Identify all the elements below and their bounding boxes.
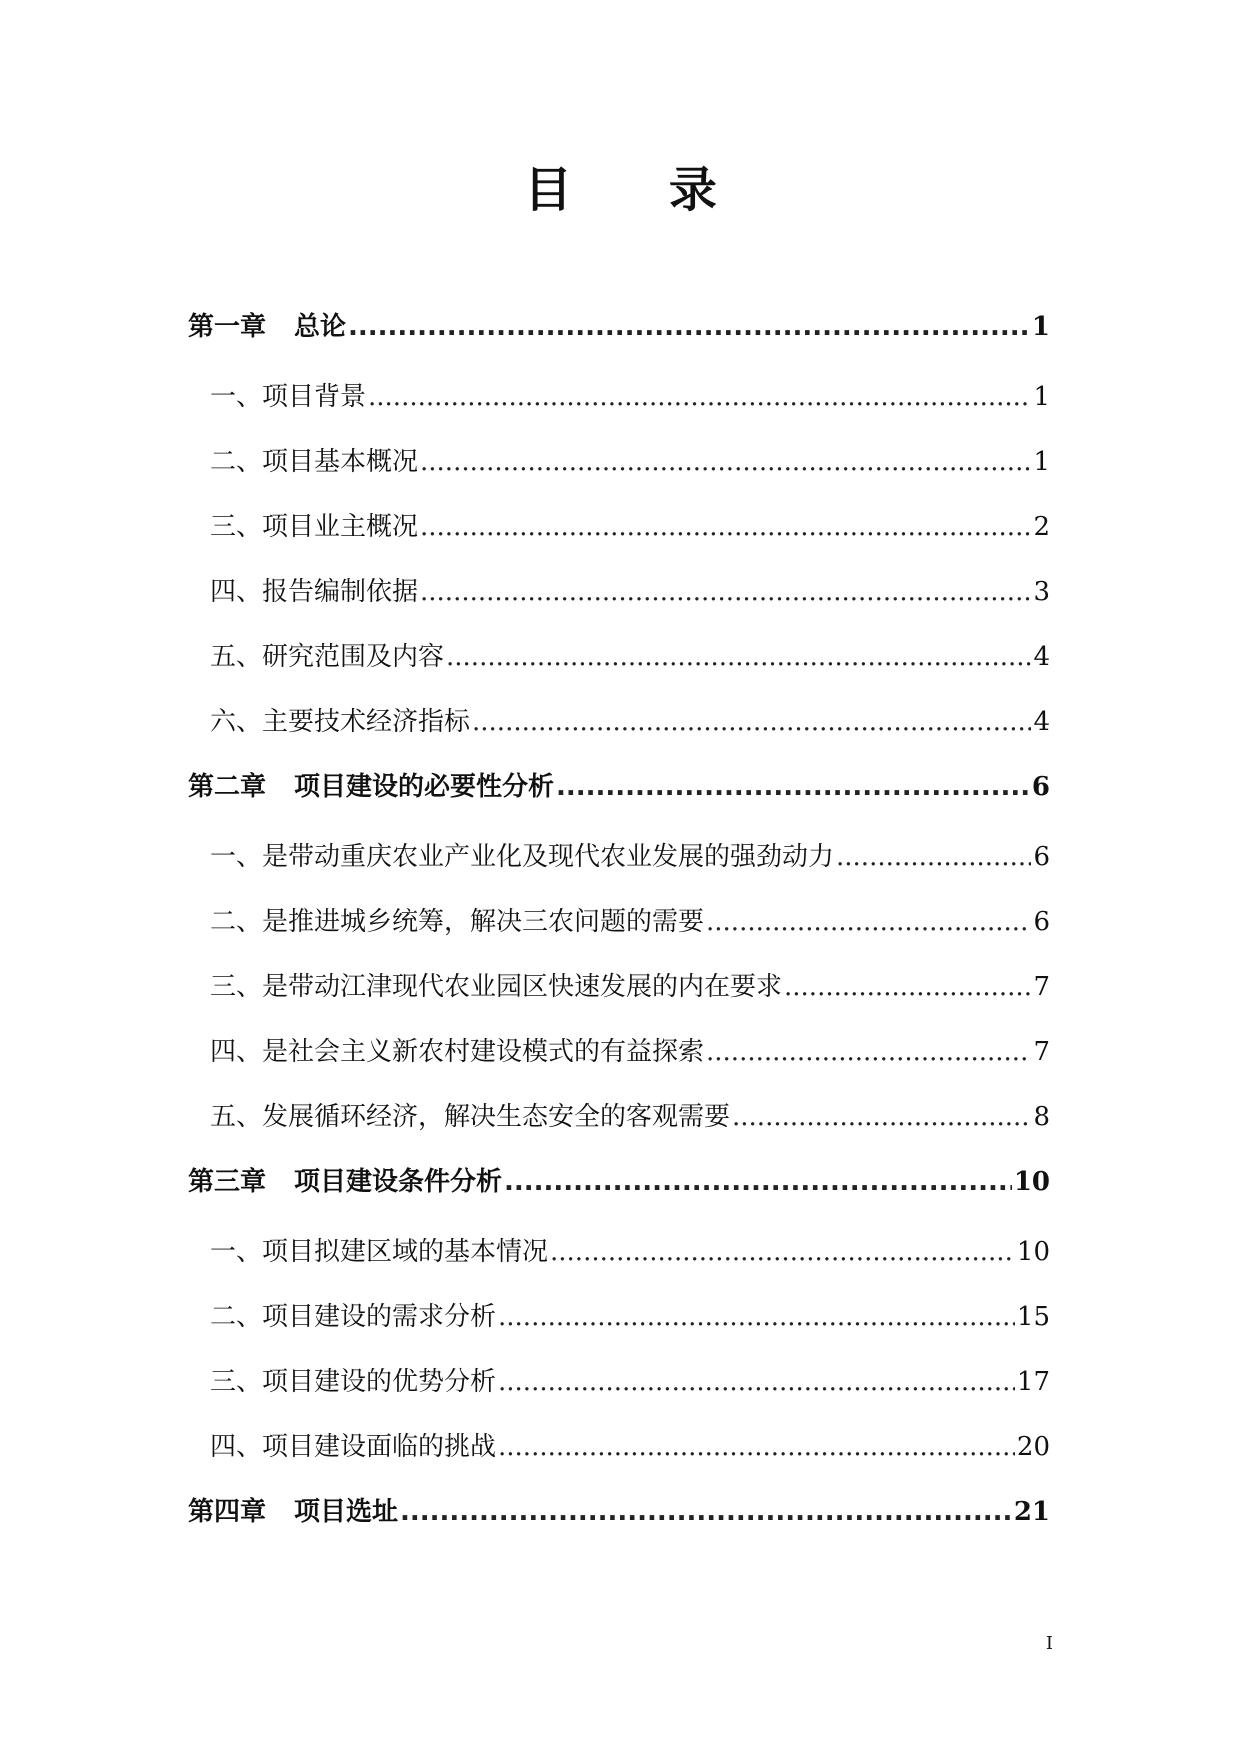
toc-section-entry[interactable]: [188, 504, 1050, 569]
toc-page-number: 21: [1013, 1497, 1050, 1527]
toc-entry-label: 五、发展循环经济，解决生态安全的客观需要: [210, 1102, 731, 1132]
dot-leader: [706, 1029, 1031, 1075]
toc-entry-label: 六、主要技术经济指标: [210, 707, 471, 737]
toc-page-number: 10: [1016, 1237, 1050, 1267]
toc-chapter-entry[interactable]: [188, 1159, 1050, 1229]
chapter-title: 项目建设条件分析: [294, 1167, 503, 1197]
toc-section-entry[interactable]: [188, 1424, 1050, 1489]
chapter-title: 总论: [294, 312, 347, 342]
toc-section-entry[interactable]: [188, 439, 1050, 504]
toc-entry-label: [188, 304, 346, 350]
dot-leader: [498, 1424, 1015, 1470]
toc-section-entry[interactable]: [188, 699, 1050, 764]
toc-section-entry[interactable]: [188, 899, 1050, 964]
toc-entry-label: [188, 1489, 398, 1535]
toc-entry-label: 二、项目基本概况: [210, 447, 419, 477]
dot-leader: [504, 1159, 1012, 1205]
toc-chapter-entry[interactable]: [188, 764, 1050, 834]
dot-leader: [836, 834, 1031, 880]
toc-section-entry[interactable]: [188, 1229, 1050, 1294]
toc-page-number: 4: [1033, 707, 1050, 737]
toc-page-number: 6: [1033, 907, 1050, 937]
dot-leader: [732, 1094, 1031, 1140]
dot-leader: [368, 374, 1031, 420]
toc-section-entry[interactable]: [188, 1094, 1050, 1159]
dot-leader: [400, 1489, 1012, 1535]
chapter-number: 第三章: [188, 1167, 267, 1197]
toc-section-entry[interactable]: [188, 1294, 1050, 1359]
toc-page-number: 4: [1033, 642, 1050, 672]
dot-leader: [420, 504, 1031, 550]
toc-entry-label: 一、是带动重庆农业产业化及现代农业发展的强劲动力: [210, 842, 835, 872]
toc-section-entry[interactable]: [188, 1029, 1050, 1094]
toc-page-number: 1: [1033, 382, 1050, 412]
chapter-title: 项目选址: [294, 1497, 399, 1527]
toc-entry-label: 三、是带动江津现代农业园区快速发展的内在要求: [210, 972, 783, 1002]
toc-entry-label: 一、项目背景: [210, 382, 367, 412]
toc-page-number: 20: [1016, 1432, 1050, 1462]
toc-entry-label: 二、是推进城乡统筹，解决三农问题的需要: [210, 907, 705, 937]
toc-entry-label: [188, 1159, 502, 1205]
dot-leader: [550, 1229, 1015, 1275]
dot-leader: [784, 964, 1031, 1010]
toc-chapter-entry[interactable]: [188, 304, 1050, 374]
toc-entry-label: 四、是社会主义新农村建设模式的有益探索: [210, 1037, 705, 1067]
dot-leader: [706, 899, 1031, 945]
chapter-number: 第四章: [188, 1497, 267, 1527]
toc-page-number: 6: [1033, 842, 1050, 872]
toc-section-entry[interactable]: [188, 569, 1050, 634]
toc-entry-label: 三、项目建设的优势分析: [210, 1367, 497, 1397]
toc-entry-label: 四、项目建设面临的挑战: [210, 1432, 497, 1462]
toc-page-number: 1: [1033, 447, 1050, 477]
toc-page-number: 1: [1031, 312, 1050, 342]
dot-leader: [556, 764, 1030, 810]
dot-leader: [420, 569, 1031, 615]
toc-section-entry[interactable]: [188, 634, 1050, 699]
toc-page-number: 7: [1033, 1037, 1050, 1067]
toc-page-number: 17: [1016, 1367, 1050, 1397]
footer-page-number: I: [1045, 1633, 1053, 1654]
toc-page-number: 10: [1013, 1167, 1050, 1197]
dot-leader: [348, 304, 1030, 350]
toc-entry-label: 一、项目拟建区域的基本情况: [210, 1237, 549, 1267]
dot-leader: [472, 699, 1031, 745]
toc-page-number: 3: [1033, 577, 1050, 607]
toc-chapter-entry[interactable]: [188, 1489, 1050, 1559]
dot-leader: [498, 1294, 1015, 1340]
chapter-number: 第一章: [188, 312, 267, 342]
chapter-title: 项目建设的必要性分析: [294, 772, 555, 802]
dot-leader: [420, 439, 1031, 485]
toc-page-number: 15: [1016, 1302, 1050, 1332]
toc-page-number: 7: [1033, 972, 1050, 1002]
toc-section-entry[interactable]: [188, 1359, 1050, 1424]
toc-section-entry[interactable]: [188, 374, 1050, 439]
toc-entry-label: [188, 764, 554, 810]
dot-leader: [446, 634, 1031, 680]
toc-page-number: 8: [1033, 1102, 1050, 1132]
table-of-contents: [188, 304, 1050, 1559]
toc-entry-label: 四、报告编制依据: [210, 577, 419, 607]
dot-leader: [498, 1359, 1015, 1405]
toc-page-number: 2: [1033, 512, 1050, 542]
toc-section-entry[interactable]: [188, 834, 1050, 899]
toc-entry-label: 三、项目业主概况: [210, 512, 419, 542]
chapter-number: 第二章: [188, 772, 267, 802]
toc-entry-label: 五、研究范围及内容: [210, 642, 445, 672]
toc-page-number: 6: [1031, 772, 1050, 802]
toc-section-entry[interactable]: [188, 964, 1050, 1029]
page-title: 目 录: [524, 162, 757, 218]
toc-entry-label: 二、项目建设的需求分析: [210, 1302, 497, 1332]
